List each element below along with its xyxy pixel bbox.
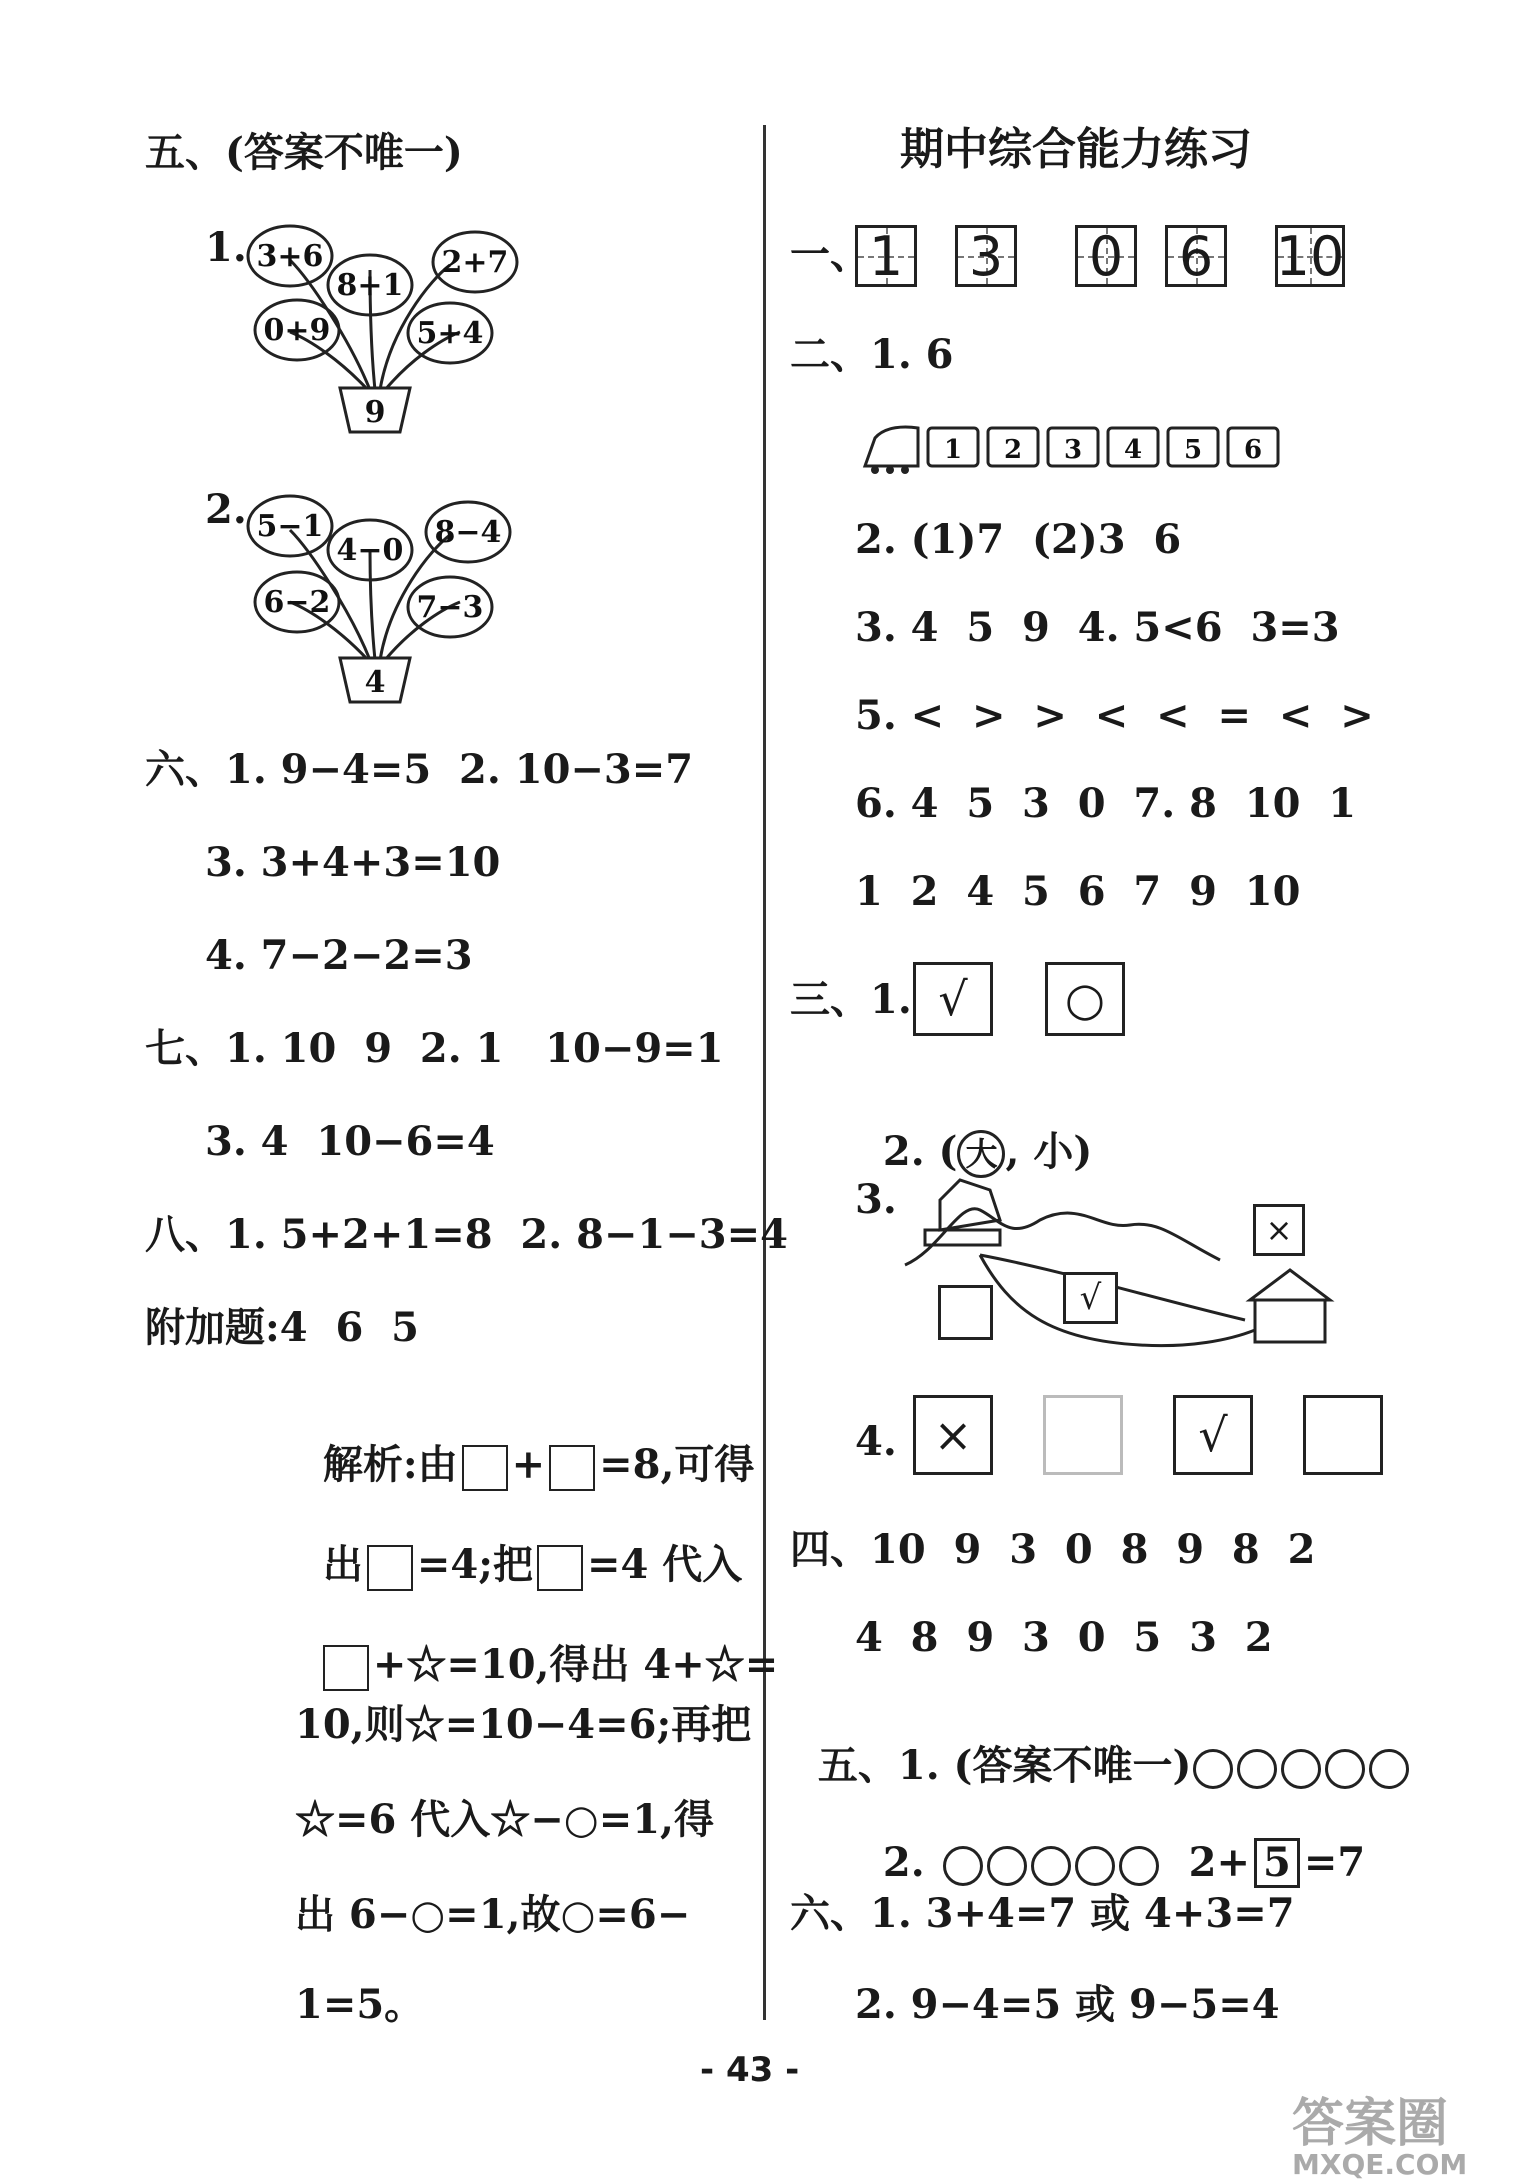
answer-box bbox=[1303, 1395, 1383, 1475]
leaf-label: 8+1 bbox=[336, 268, 404, 303]
answer-box bbox=[938, 1285, 993, 1340]
pot-label: 4 bbox=[364, 665, 386, 700]
train-car-number: 6 bbox=[1243, 435, 1263, 465]
left-section-7-line-2: 3. 4 10−6=4 bbox=[205, 1118, 495, 1165]
analysis-line-1: 解析:由 + =8,可得 bbox=[295, 1405, 754, 1491]
right-section-3-label: 三、1. bbox=[790, 976, 912, 1023]
train-car-number: 2 bbox=[1003, 435, 1023, 465]
analysis-line-3: +☆=10,得出 4+☆= bbox=[295, 1605, 778, 1691]
right-section-2-line-6: 1 2 4 5 6 7 9 10 bbox=[855, 868, 1301, 915]
leaf-label: 5+4 bbox=[416, 316, 484, 351]
right-section-5-line-2: 2. 2+ 5 =7 bbox=[882, 1839, 1366, 1886]
answer-box: × bbox=[1253, 1204, 1305, 1256]
leaf-label: 3+6 bbox=[256, 239, 324, 274]
train-car-number: 4 bbox=[1123, 435, 1143, 465]
left-section-5-heading: 五、(答案不唯一) bbox=[145, 129, 463, 176]
answer-box: √ bbox=[913, 962, 993, 1036]
answer-box: ○ bbox=[1045, 962, 1125, 1036]
right-section-6-line-2: 2. 9−4=5 或 9−5=4 bbox=[855, 1981, 1280, 2028]
train-car-number: 3 bbox=[1063, 435, 1083, 465]
extra-question-answer: 附加题:4 6 5 bbox=[145, 1304, 419, 1351]
right-section-2-line-5: 6. 4 5 3 0 7. 8 10 1 bbox=[855, 780, 1357, 827]
writing-grid-digit: 10 bbox=[1275, 224, 1345, 288]
flower-pot-2 bbox=[240, 490, 530, 710]
flower-1-number: 1. bbox=[205, 224, 247, 271]
leaf-label: 2+7 bbox=[441, 245, 509, 280]
train-car-number: 5 bbox=[1183, 435, 1203, 465]
writing-grid-digit: 3 bbox=[955, 225, 1017, 287]
blank-square bbox=[549, 1445, 595, 1491]
right-section-5-line-1: 五、1. (答案不唯一) bbox=[790, 1706, 1411, 1789]
page-number: - 43 - bbox=[700, 2050, 800, 2090]
analysis-line-2: 出 =4;把 =4 代入 bbox=[295, 1505, 742, 1591]
right-section-2-line-2: 2. (1)7 (2)3 6 bbox=[855, 516, 1182, 563]
right-section-6-line-1: 六、1. 3+4=7 或 4+3=7 bbox=[790, 1890, 1295, 1937]
right-section-2-line-4: 5. < > > < < = < > bbox=[855, 692, 1374, 739]
circle-row bbox=[1191, 1742, 1411, 1789]
right-section-2-line-1: 二、1. 6 bbox=[790, 331, 954, 378]
left-section-6-line-1: 六、1. 9−4=5 2. 10−3=7 bbox=[145, 746, 694, 793]
page-title: 期中综合能力练习 bbox=[900, 124, 1252, 175]
blank-square bbox=[537, 1545, 583, 1591]
left-section-6-line-3: 4. 7−2−2=3 bbox=[205, 932, 473, 979]
leaf-label: 6−2 bbox=[263, 585, 331, 620]
watermark-logo: 答案圈 MXQE.COM bbox=[1292, 2094, 1468, 2181]
left-section-6-line-2: 3. 3+4+3=10 bbox=[205, 839, 501, 886]
column-divider bbox=[763, 125, 766, 2020]
analysis-line-7: 1=5。 bbox=[295, 1981, 425, 2028]
right-section-4-line-1: 四、10 9 3 0 8 9 8 2 bbox=[790, 1526, 1316, 1573]
analysis-line-6: 出 6−○=1,故○=6− bbox=[295, 1891, 691, 1938]
right-section-1-label: 一、 bbox=[790, 231, 870, 278]
right-section-3-q2: 2. ( 大 , 小) bbox=[855, 1090, 1092, 1178]
filled-box: 5 bbox=[1254, 1838, 1300, 1888]
left-section-7-line-1: 七、1. 10 9 2. 1 10−9=1 bbox=[145, 1025, 724, 1072]
analysis-line-4: 10,则☆=10−4=6;再把 bbox=[295, 1701, 752, 1748]
flower-2-number: 2. bbox=[205, 486, 247, 533]
answer-box bbox=[1043, 1395, 1123, 1475]
blank-square bbox=[462, 1445, 508, 1491]
writing-grid-digit: 0 bbox=[1075, 225, 1137, 287]
blank-square bbox=[323, 1645, 369, 1691]
right-section-2-line-3: 3. 4 5 9 4. 5<6 3=3 bbox=[855, 604, 1340, 651]
answer-box: × bbox=[913, 1395, 993, 1475]
train-illustration bbox=[860, 418, 1360, 478]
writing-grid-digit: 6 bbox=[1165, 225, 1227, 287]
right-section-3-q3-number: 3. bbox=[855, 1176, 897, 1223]
train-car-number: 1 bbox=[943, 435, 963, 465]
blank-square bbox=[367, 1545, 413, 1591]
writing-grid-digit: 1 bbox=[855, 225, 917, 287]
answer-box: √ bbox=[1063, 1272, 1118, 1324]
flower-pot-1 bbox=[240, 220, 530, 440]
right-section-3-q4-number: 4. bbox=[855, 1418, 897, 1465]
pot-label: 9 bbox=[364, 395, 386, 430]
circled-answer: 大 bbox=[957, 1130, 1005, 1178]
answer-box: √ bbox=[1173, 1395, 1253, 1475]
leaf-label: 0+9 bbox=[263, 313, 331, 348]
leaf-label: 8−4 bbox=[434, 515, 502, 550]
circle-row bbox=[941, 1839, 1161, 1886]
right-section-4-line-2: 4 8 9 3 0 5 3 2 bbox=[855, 1614, 1273, 1661]
leaf-label: 7−3 bbox=[416, 590, 484, 625]
leaf-label: 4−0 bbox=[336, 533, 404, 568]
leaf-label: 5−1 bbox=[256, 509, 324, 544]
analysis-line-5: ☆=6 代入☆−○=1,得 bbox=[295, 1796, 714, 1843]
left-section-8-line-1: 八、1. 5+2+1=8 2. 8−1−3=4 bbox=[145, 1211, 788, 1258]
